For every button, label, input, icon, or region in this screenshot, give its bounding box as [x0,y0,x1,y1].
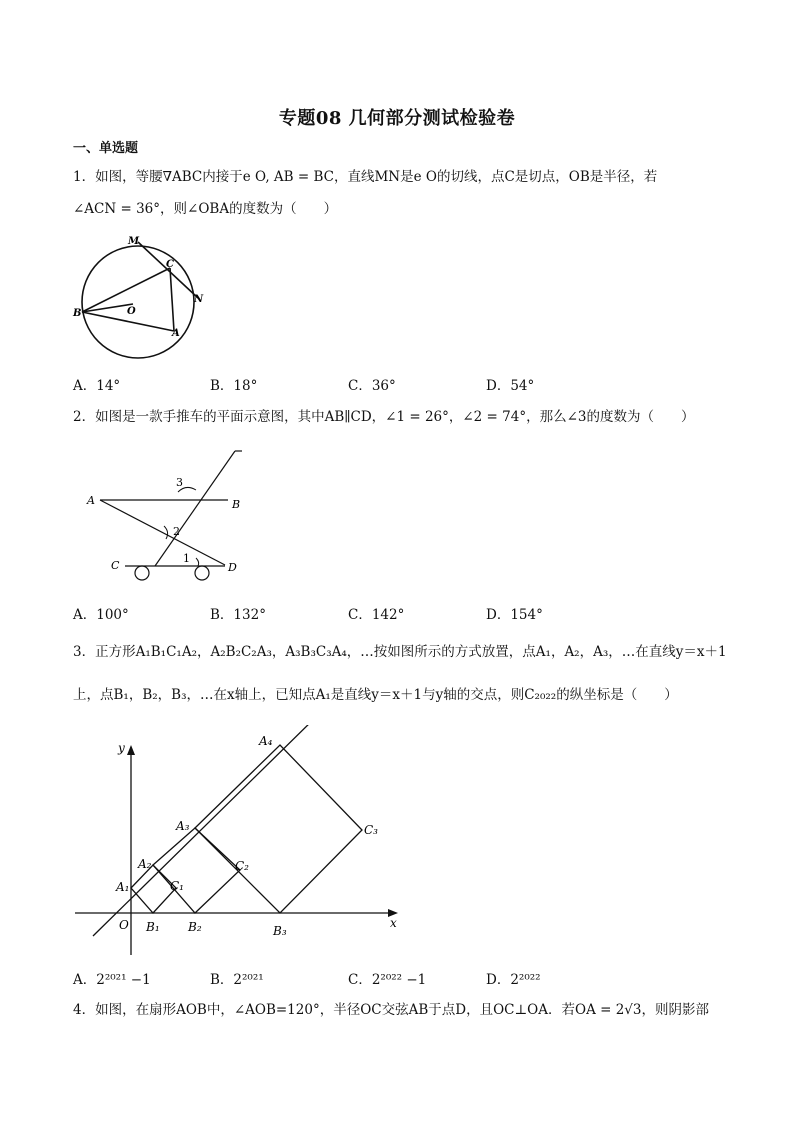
page-title: 专题08 几何部分测试检验卷 [278,108,516,129]
q2-label-a: A [87,494,95,507]
q1-tangent-mn [138,242,198,298]
q2-option-b[interactable]: B．132° [210,607,266,623]
q2-option-c[interactable]: C．142° [348,607,405,623]
q3-label-o: O [119,918,129,932]
q3-square-2 [153,828,240,913]
q1-circle [82,246,194,358]
q1-option-c[interactable]: C．36° [348,378,396,394]
q3-label-a2: A₂ [138,857,152,871]
q3-option-d[interactable]: D．2²⁰²² [486,972,541,988]
q1-figure [70,230,220,360]
q2-line1: 2．如图是一款手推车的平面示意图，其中AB∥CD，∠1 = 26°，∠2 = 74°，那么∠3的度数为（ ） [73,409,695,425]
q3-line1: 3．正方形A₁B₁C₁A₂，A₂B₂C₂A₃，A₃B₃C₃A₄，…按如图所示的方式放置，点A₁，A₂，A₃，…在直线y＝x＋1 [73,644,727,660]
q3-option-c[interactable]: C．2²⁰²² −1 [348,972,427,988]
q3-label-c2: C₂ [235,859,249,873]
q3-line2: 上，点B₁，B₂，B₃，…在x轴上，已知点A₁是直线y＝x＋1与y轴的交点，则C₂₀₂₂的纵坐标是（ ） [73,687,678,703]
q2-angle1-arc [196,558,199,566]
q3-option-a[interactable]: A．2²⁰²¹ −1 [73,972,151,988]
q2-wheel-left [135,566,149,580]
q1-option-b[interactable]: B．18° [210,378,258,394]
q4-line1: 4．如图，在扇形AOB中，∠AOB=120°，半径OC交弦AB于点D，且OC⊥OA．若OA = 2√3，则阴影部 [73,1002,709,1018]
q1-option-d[interactable]: D．54° [486,378,535,394]
q3-label-a3: A₃ [176,819,190,833]
q3-label-b1: B₁ [146,920,160,934]
q1-option-a[interactable]: A．14° [73,378,121,394]
q1-label-b: B [73,308,82,319]
q3-label-c1: C₁ [170,879,184,893]
q3-label-x: x [390,916,397,930]
q2-figure [80,440,260,585]
q3-option-b[interactable]: B．2²⁰²¹ [210,972,264,988]
q2-label-b: B [232,498,241,511]
q1-line2: ∠ACN = 36°，则∠OBA的度数为（ ） [73,201,338,217]
q3-label-y: y [118,741,125,755]
q3-label-a1: A₁ [116,880,130,894]
q1-label-n: N [194,294,204,305]
q3-label-c3: C₃ [364,823,378,837]
q3-label-b2: B₂ [188,920,202,934]
q1-line1: 1．如图，等腰∇ABC内接于e O, AB = BC，直线MN是e O的切线，点C是切点，OB是半径，若 [73,169,658,185]
q2-angle2-arc [164,526,168,539]
q3-line-y-x-1 [93,725,318,936]
q2-label-d: D [228,561,237,574]
q2-label-1: 1 [183,552,190,565]
q1-segment-ca [170,268,174,331]
q2-label-c: C [111,559,120,572]
q2-wheel-right [195,566,209,580]
q1-label-m: M [128,236,140,247]
q1-label-o: O [127,306,136,317]
q1-label-c: C [166,259,174,270]
q2-option-d[interactable]: D．154° [486,607,543,623]
q3-label-a4: A₄ [259,734,273,748]
q3-figure [70,725,410,960]
q1-label-a: A [172,328,180,339]
q2-option-a[interactable]: A．100° [73,607,129,623]
q3-y-arrow [127,745,135,755]
q2-label-3: 3 [176,476,183,489]
q3-square-3 [195,745,362,913]
section-heading: 一、单选题 [73,141,139,156]
q3-label-b3: B₃ [273,924,287,938]
q2-label-2: 2 [173,525,180,538]
